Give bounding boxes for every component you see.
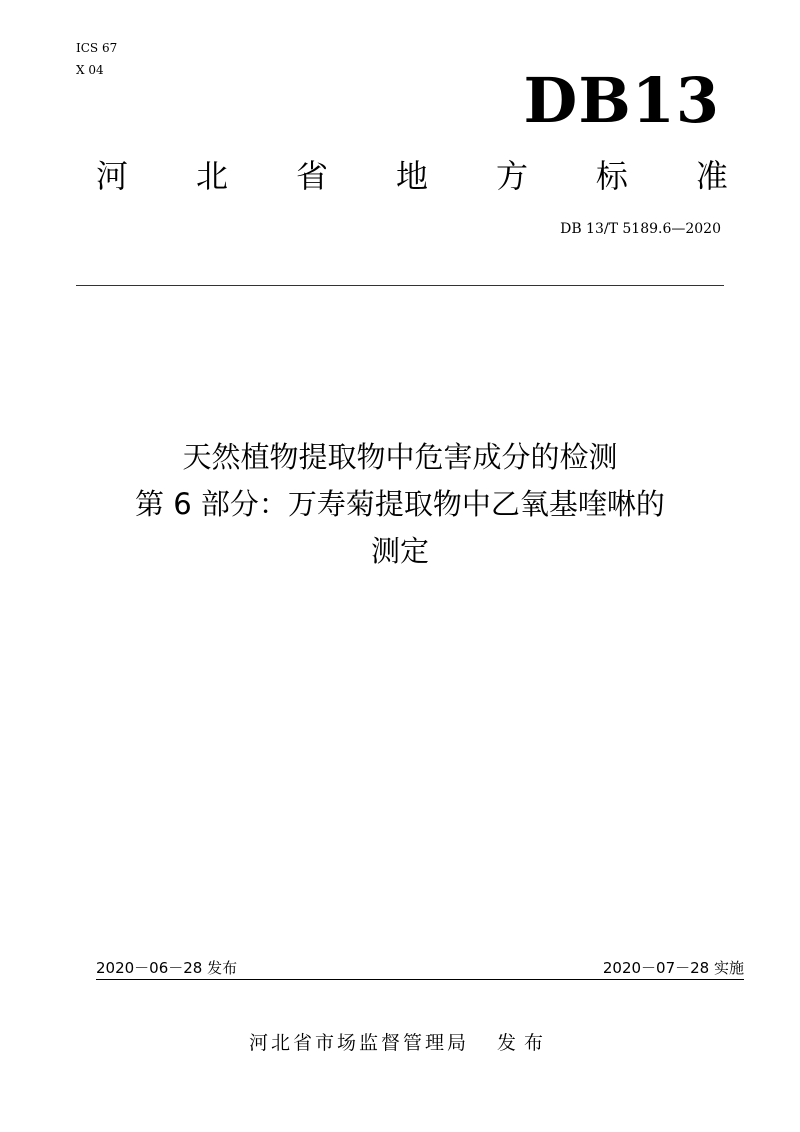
- classification-char: 方: [495, 157, 528, 195]
- classification-char: 省: [295, 157, 328, 195]
- publish-date: 2020－06－28 发布: [96, 959, 238, 977]
- classification-char: 北: [195, 157, 228, 195]
- implement-date: 2020－07－28 实施: [602, 959, 744, 977]
- title-line-1: 天然植物提取物中危害成分的检测: [182, 440, 618, 474]
- title-line-3: 测定: [370, 534, 429, 568]
- issuer-line: [0, 1030, 800, 1056]
- classification-char: 河: [96, 157, 129, 195]
- standard-number: DB 13/T 5189.6—2020: [560, 221, 721, 237]
- title-line-2: 第 6 部分：万寿菊提取物中乙氧基喹啉的: [135, 487, 665, 521]
- classification-char: 地: [395, 157, 428, 195]
- standard-classification: [96, 156, 728, 196]
- issuer-name: 河北省市场监督管理局: [248, 1032, 469, 1054]
- db-code-logo: DB13: [523, 64, 720, 137]
- date-divider: [96, 979, 744, 980]
- classification-char: 标: [595, 157, 628, 195]
- document-title: [60, 434, 740, 575]
- classification-char: 准: [695, 157, 728, 195]
- ics-code: ICS 67: [76, 41, 118, 55]
- header-divider: [76, 285, 724, 286]
- issuer-action: 发布: [497, 1032, 552, 1054]
- ccs-code: X 04: [76, 63, 104, 77]
